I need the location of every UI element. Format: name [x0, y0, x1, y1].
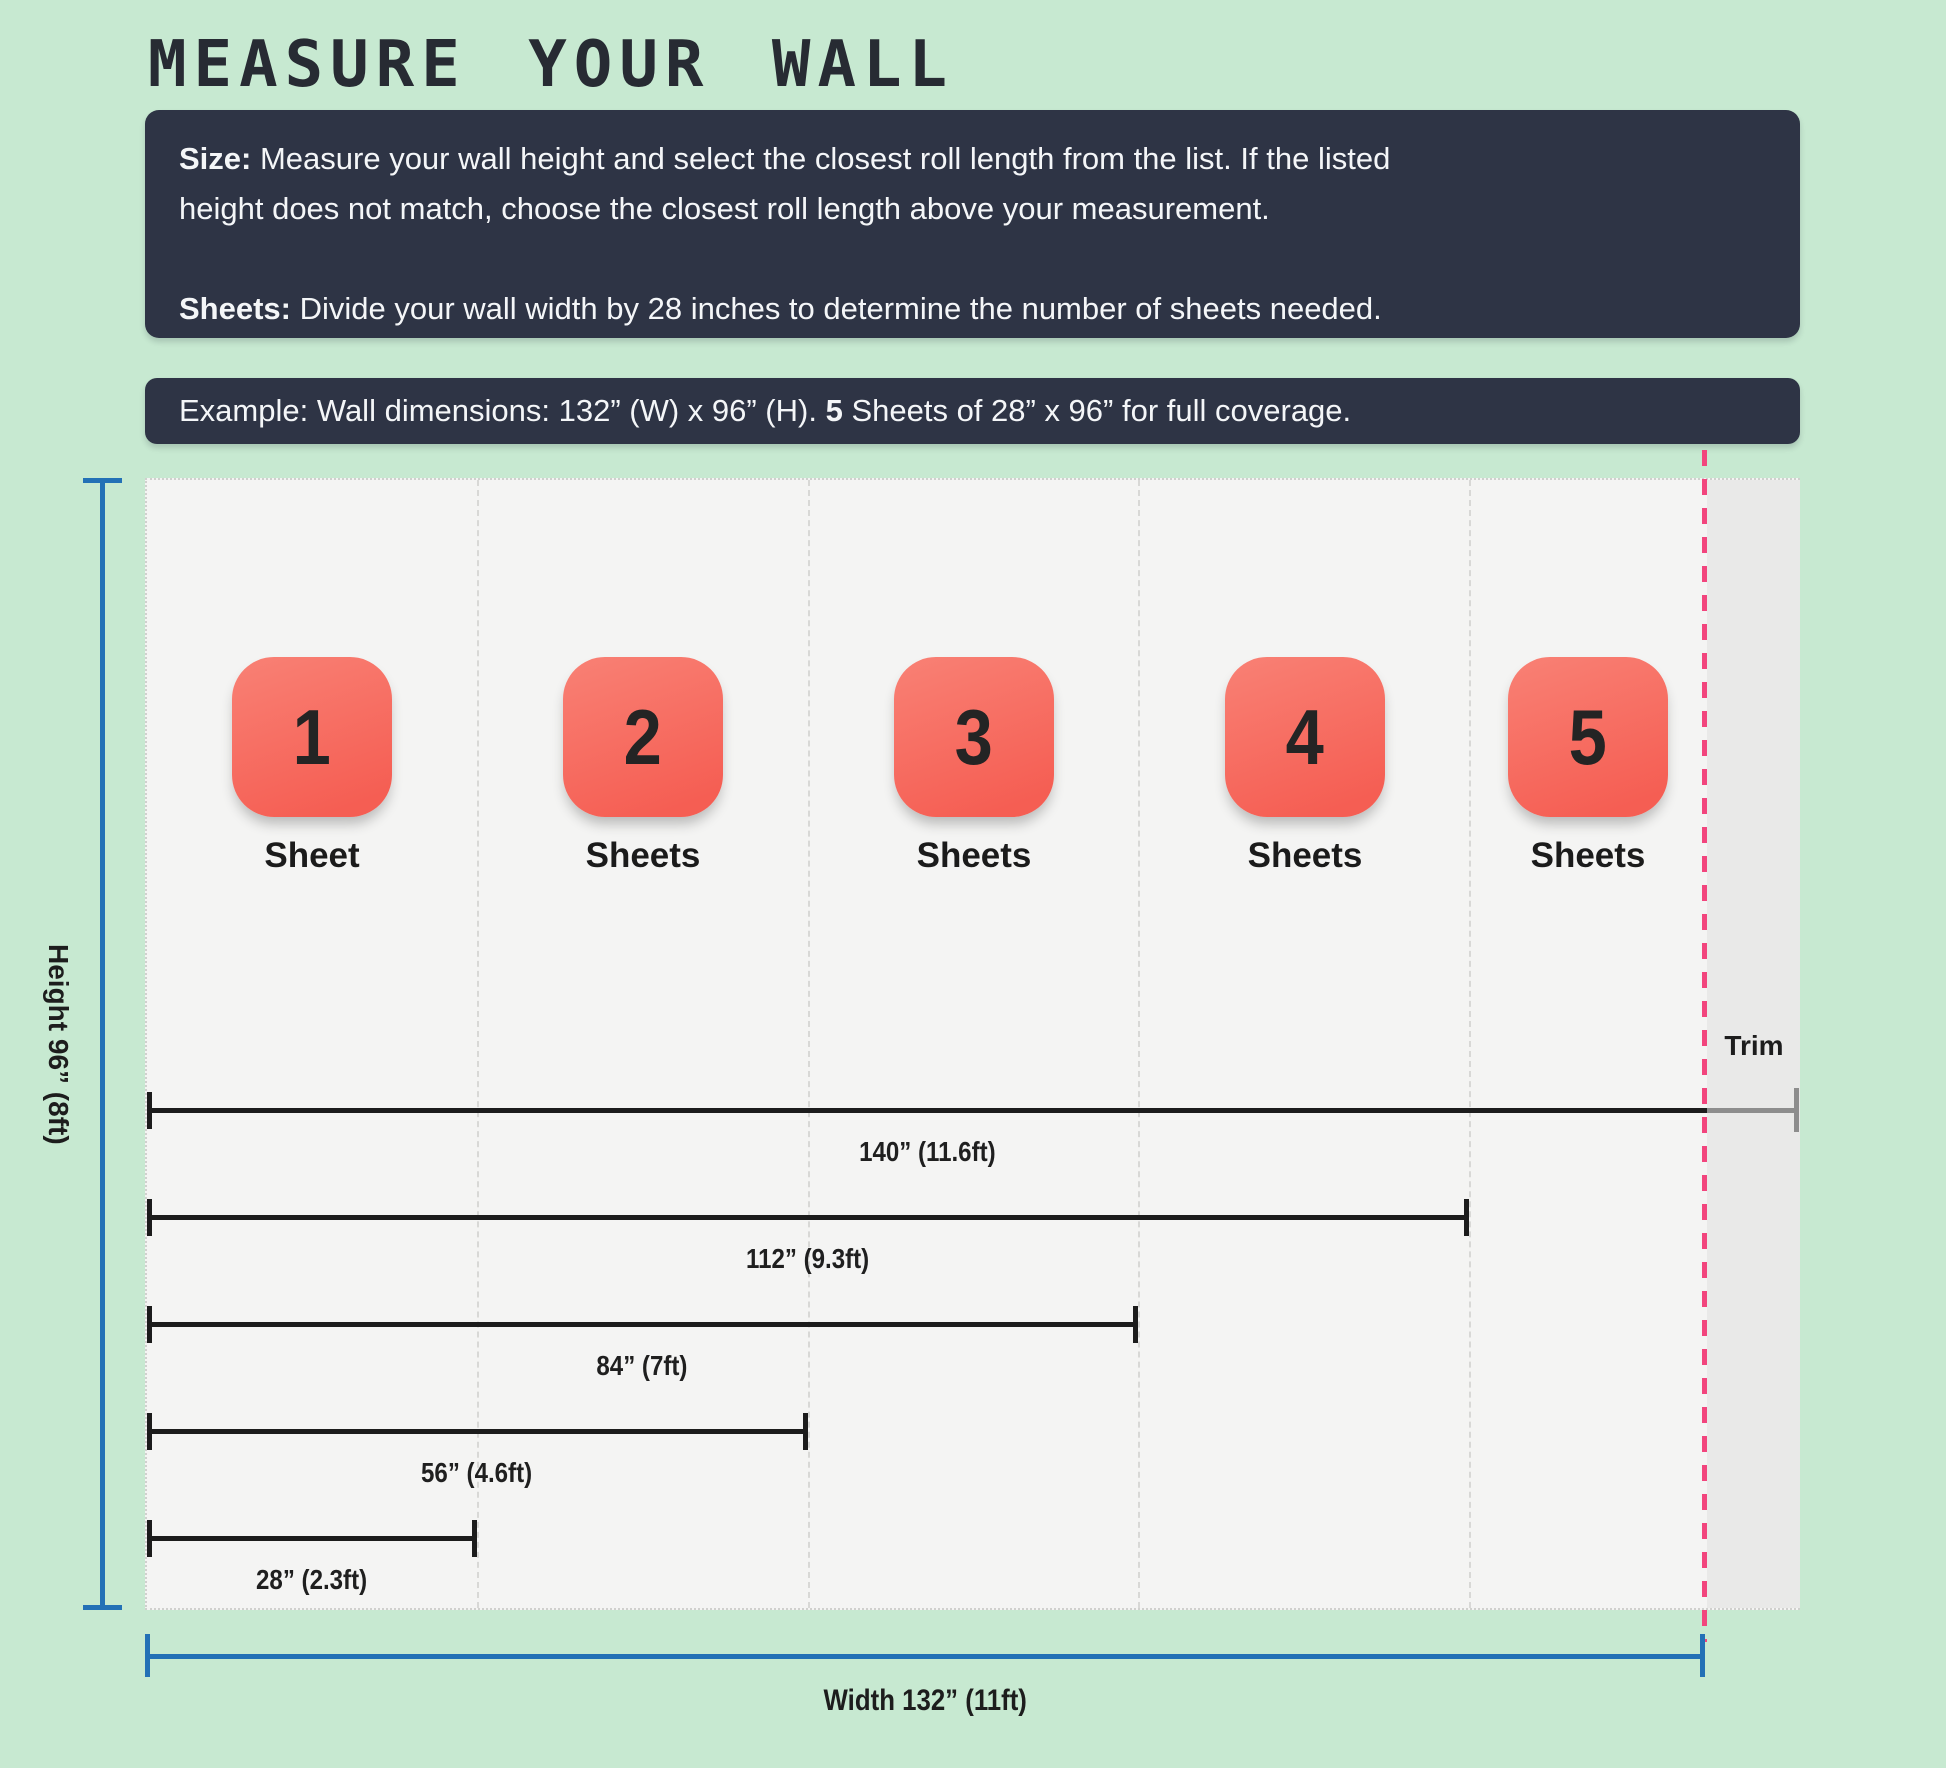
dimension-line-28	[147, 1536, 477, 1541]
wall-diagram	[145, 478, 1800, 1610]
height-bracket-line	[100, 478, 105, 1610]
sheet-count-4: 4	[1285, 692, 1325, 781]
sheet-word-2: Sheets	[585, 836, 701, 875]
example-text-suffix: Sheets of 28” x 96” for full coverage.	[842, 393, 1352, 428]
sheet-badge-1	[232, 657, 392, 817]
dimension-tick	[147, 1199, 152, 1236]
dimension-label-112: 112” (9.3ft)	[746, 1243, 870, 1274]
example-text-prefix: Example: Wall dimensions: 132” (W) x 96” (H).	[179, 393, 826, 428]
sheet-badge-5	[1508, 657, 1668, 817]
dimension-tick	[147, 1520, 152, 1557]
dimension-line-84	[147, 1322, 1138, 1327]
sheet-separator-3	[1138, 480, 1140, 1608]
dimension-tick	[803, 1413, 808, 1450]
size-label: Size:	[179, 141, 252, 176]
trim-label: Trim	[1724, 1030, 1784, 1061]
dimension-tick	[1133, 1306, 1138, 1343]
sheet-badge-2	[563, 657, 723, 817]
width-bracket-left-tick	[145, 1634, 150, 1677]
width-bracket-right-tick	[1700, 1634, 1705, 1677]
sheets-instruction	[179, 284, 1766, 334]
dimension-tick	[147, 1092, 152, 1129]
height-bracket-top-cap	[83, 478, 122, 483]
sheet-count-1: 1	[292, 692, 332, 781]
sheets-label: Sheets:	[179, 291, 291, 326]
sheet-count-2: 2	[623, 692, 663, 781]
dimension-tick	[1464, 1199, 1469, 1236]
dimension-label-56: 56” (4.6ft)	[421, 1457, 533, 1488]
dimension-label-140: 140” (11.6ft)	[858, 1136, 996, 1167]
dimension-line-56	[147, 1429, 808, 1434]
dimension-tick	[472, 1520, 477, 1557]
width-bracket-line	[145, 1654, 1705, 1659]
dimension-tick	[147, 1306, 152, 1343]
dimension-line-112	[147, 1215, 1469, 1220]
dimension-line-140	[147, 1108, 1707, 1113]
size-instruction	[179, 134, 1766, 234]
example-panel	[145, 378, 1800, 444]
height-bracket-bottom-cap	[83, 1605, 122, 1610]
sheet-badge-3	[894, 657, 1054, 817]
sheet-separator-4	[1469, 480, 1471, 1608]
sheets-text: Divide your wall width by 28 inches to determine the number of sheets needed.	[290, 291, 1382, 326]
dimension-label-28: 28” (2.3ft)	[256, 1564, 368, 1595]
dimension-line-140-trim-extension	[1707, 1108, 1799, 1113]
sheet-word-4: Sheets	[1247, 836, 1363, 875]
dimension-tick	[147, 1413, 152, 1450]
dimension-label-84: 84” (7ft)	[596, 1350, 688, 1381]
width-label: Width 132” (11ft)	[823, 1684, 1027, 1717]
sheet-separator-2	[808, 480, 810, 1608]
size-text-line2: height does not match, choose the closest roll length above your measurement.	[179, 191, 1270, 226]
trim-cut-line	[1702, 450, 1707, 1642]
sheet-word-1: Sheet	[264, 836, 360, 875]
sheet-separator-1	[477, 480, 479, 1608]
page-title: MEASURE YOUR WALL	[148, 28, 955, 102]
sheet-word-3: Sheets	[916, 836, 1032, 875]
instructions-panel	[145, 110, 1800, 338]
sheet-word-5: Sheets	[1530, 836, 1646, 875]
dimension-tick	[1794, 1088, 1799, 1132]
example-sheet-count: 5	[825, 393, 843, 428]
height-label: Height 96” (8ft)	[43, 943, 74, 1145]
sheet-count-3: 3	[954, 692, 994, 781]
size-text-line1: Measure your wall height and select the closest roll length from the list. If the listed	[251, 141, 1391, 176]
sheet-badge-4	[1225, 657, 1385, 817]
sheet-count-5: 5	[1568, 692, 1608, 781]
